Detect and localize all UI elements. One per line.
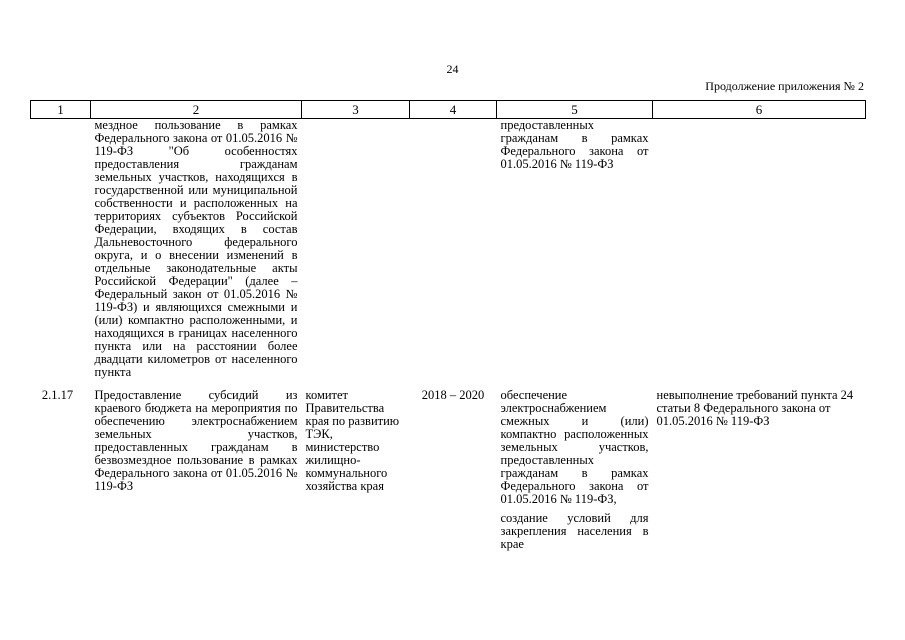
cell-consequence: невыполнение требований пункта 24 статьи 8 Федерального закона от 01.05.2016 № 119-ФЗ <box>656 388 854 428</box>
table-row-continued <box>31 119 866 390</box>
cell-measure-text: Предоставление субсидий из краевого бюджета на мероприятия по обеспечению электроснабжением земельных участков, предоставленных гражданам в безвозмездное пользование в рамках Федерального закона от 01.05.2016 № 119-ФЗ <box>94 388 298 493</box>
column-number-5: 5 <box>497 101 653 119</box>
column-number-row <box>31 101 866 119</box>
cell-executor <box>302 119 410 390</box>
cell-number: 2.1.17 <box>41 388 74 402</box>
cell-executor: комитет Правительства края по развитию ТЭК, министерство жилищно-коммунального хозяйства края <box>305 388 400 493</box>
appendix-continuation-label: Продолжение приложения № 2 <box>705 79 864 93</box>
column-number-1: 1 <box>31 101 91 119</box>
column-number-6: 6 <box>653 101 866 119</box>
cell-result: предоставленных гражданам в рамках Федерального закона от 01.05.2016 № 119-ФЗ <box>500 118 649 171</box>
cell-number <box>31 119 91 390</box>
column-number-4: 4 <box>410 101 497 119</box>
page-number: 24 <box>446 62 459 76</box>
cell-consequence <box>653 119 866 390</box>
appendix-table <box>30 100 866 551</box>
cell-years: 2018 – 2020 <box>421 388 485 402</box>
table-row-2-1-17 <box>31 389 866 551</box>
cell-years <box>410 119 497 390</box>
cell-measure-text: мездное пользование в рамках Федерального закона от 01.05.2016 № 119-ФЗ "Об особенностях предоставления гражданам земельных участков, находящихся в государственной или муниципальной собственности и расположенных на территориях субъектов Российской Федерации, входящих в состав Дальневосточного федерального округа, и о внесении изменений в отдельные законодательные акты Российской Федерации" (далее – Федеральный закон от 01.05.2016 № 119-ФЗ) и являющихся смежными и (или) компактно расположенными, и находящихся в границах населенного пункта или на расстоянии более двадцати километров от населенного пункта <box>94 118 298 379</box>
column-number-2: 2 <box>91 101 302 119</box>
result-population-text: создание условий для закрепления населения в крае <box>500 511 649 551</box>
result-electrification-text: обеспечение электроснабжением смежных и (или) компактно расположенных земельных участков, предоставленных гражданам в рамках Федерального закона от 01.05.2016 № 119-ФЗ, <box>500 388 649 506</box>
cell-result <box>497 389 653 551</box>
column-number-3: 3 <box>302 101 410 119</box>
